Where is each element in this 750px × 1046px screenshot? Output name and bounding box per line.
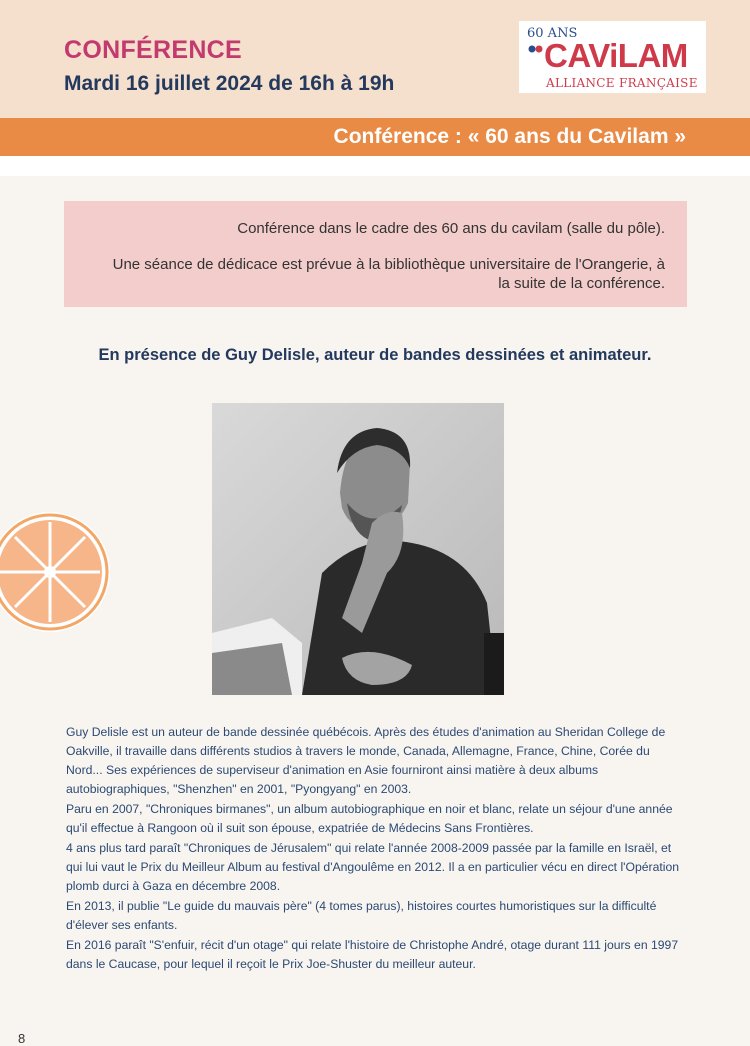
bio-paragraph: 4 ans plus tard paraît "Chroniques de Jérusalem" qui relate l'année 2008-2009 passée par la famille en Israël, et qui lui vaut le Prix du Meilleur Album au festival d'Angoulême en 2012. Il a en particulier vécu en direct l'Opération plomb durci à Gaza en décembre 2008. [66, 841, 680, 893]
event-type: CONFÉRENCE [64, 36, 243, 64]
guest-heading: En présence de Guy Delisle, auteur de bandes dessinées et animateur. [98, 346, 652, 364]
bio-paragraph: Paru en 2007, "Chroniques birmanes", un album autobiographique en noir et blanc, relate un séjour d'une année qu'il effectue à Rangoon où il suit son épouse, expatriée de Médecins Sans Frontières. [66, 802, 673, 835]
portrait-illustration [212, 403, 504, 695]
author-biography [66, 723, 686, 975]
conference-title: Conférence : « 60 ans du Cavilam » [333, 125, 686, 148]
bio-paragraph: En 2016 paraît "S'enfuir, récit d'un otage" qui relate l'histoire de Christophe André, otage durant 111 jours en 1997 dans le Caucase, pour lequel il reçoit le Prix Joe-Shuster du meilleur auteur. [66, 938, 679, 971]
title-band [0, 118, 750, 156]
logo-brand: CAViLAM [544, 37, 688, 74]
logo-anniversary: 60 ANS [527, 26, 578, 41]
cavilam-logo [519, 21, 706, 93]
speech-bubbles-icon [528, 44, 544, 54]
divider [0, 156, 750, 176]
info-box [64, 201, 687, 307]
header [0, 0, 750, 118]
event-date: Mardi 16 juillet 2024 de 16h à 19h [64, 72, 395, 95]
bio-paragraph: En 2013, il publie "Le guide du mauvais père" (4 tomes parus), histoires courtes humoristiques sur la difficulté d'élever ses enfants. [66, 899, 657, 932]
info-line-venue: Conférence dans le cadre des 60 ans du cavilam (salle du pôle). [237, 220, 665, 237]
bio-paragraph: Guy Delisle est un auteur de bande dessinée québécois. Après des études d'animation au Sheridan College de Oakville, il travaille dans différents studios à travers le monde, Canada, Allemagne, France, Chine, Corée du Nord... Ses expériences de superviseur d'animation en Asie fourniront ainsi matière à deux albums autobiographiques, "Shenzhen" en 2001, "Pyongyang" en 2003. [66, 725, 666, 796]
page-number: 8 [18, 1031, 26, 1046]
author-photo [212, 403, 504, 695]
orange-slice-illustration [0, 510, 112, 634]
logo-subtitle: ALLIANCE FRANÇAISE [546, 76, 698, 90]
info-line-signing: Une séance de dédicace est prévue à la bibliothèque universitaire de l'Orangerie, à la suite de la conférence. [112, 256, 665, 292]
